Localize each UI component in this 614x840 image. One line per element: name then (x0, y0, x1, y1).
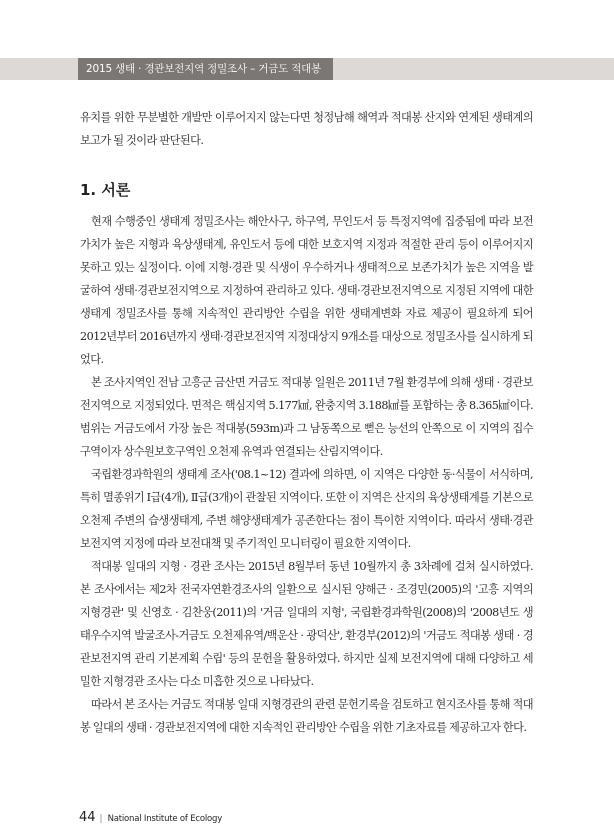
page-number: 44 (79, 810, 96, 825)
body-paragraph-4: 적대봉 일대의 지형 · 경관 조사는 2015년 8월부터 동년 10월까지 총 3차례에 걸쳐 실시하였다. 본 조사에서는 제2차 전국자연환경조사의 일환으로 실시된 양해근 · 조경민(2005)의 '고흥 지역의 지형경관' 및 신영호 · 김찬웅(2011)의 '거금 일대의 지형', 국립환경과학원(2008)의 '2008년도 생태우수지역 발굴조사-거금도 오천제유역/백운산 · 광덕산', 환경부(2012)의 '거금도 적대봉 생태 · 경관보전지역 관리 기본계획 수립' 등의 문헌을 활용하였다. 하지만 실제 보전지역에 대해 다양하고 세밀한 지형경관 조사는 다소 미흡한 것으로 나타났다. (80, 560, 533, 688)
intro-paragraph: 유치를 위한 무분별한 개발만 이루어지지 않는다면 청정남해 해역과 적대봉 산지와 연계된 생태계의 보고가 될 것이라 판단된다. (80, 111, 533, 147)
page-footer (79, 806, 222, 825)
section-title: 1. 서론 (80, 181, 131, 199)
footer-separator: | (99, 814, 103, 824)
page-content (80, 106, 533, 739)
body-paragraph-1: 현재 수행중인 생태계 정밀조사는 해안사구, 하구역, 무인도서 등 특정지역에 집중됨에 따라 보전가치가 높은 지형과 육상생태계, 유인도서 등에 대한 보호지역 지정과 적절한 관리 등이 이루어지지 못하고 있는 실정이다. 이에 지형·경관 및 식생이 우수하거나 생태적으로 보존가치가 높은 지역을 발굴하여 생태·경관보전지역으로 지정하여 관리하고 있다. 생태·경관보전지역으로 지정된 지역에 대한 생태계 정밀조사를 통해 지속적인 관리방안 수립을 위한 생태계변화 자료 제공이 필요하게 되어 2012년부터 2016년까지 생태·경관보전지역 지정대상지 9개소를 대상으로 정밀조사를 실시하게 되었다. (80, 215, 533, 366)
running-header: 2015 생태 · 경관보전지역 정밀조사 – 거금도 적대봉 (78, 58, 333, 80)
body-paragraph-3: 국립환경과학원의 생태계 조사('08.1~12) 결과에 의하면, 이 지역은 다양한 동·식물이 서식하며, 특히 멸종위기 Ⅰ급(4개), Ⅱ급(3개)이 관찰된 지역이다. 또한 이 지역은 산지의 육상생태계를 기본으로 오천제 주변의 습생생태계, 주변 해양생태계가 공존한다는 점이 특이한 지역이다. 따라서 생태·경관보전지역 지정에 따라 보전대책 및 주기적인 모니터링이 필요한 지역이다. (80, 468, 533, 550)
body-paragraph-5: 따라서 본 조사는 거금도 적대봉 일대 지형경관의 관련 문헌기록을 검토하고 현지조사를 통해 적대봉 일대의 생태 · 경관보전지역에 대한 지속적인 관리방안 수립을 위한 기초자료를 제공하고자 한다. (80, 698, 533, 734)
body-paragraph-2: 본 조사지역인 전남 고흥군 금산면 거금도 적대봉 일원은 2011년 7월 환경부에 의해 생태 · 경관보전지역으로 지정되었다. 면적은 핵심지역 5.177㎢, 완충지역 3.188㎢를 포함하는 총 8.365㎢이다. 범위는 거금도에서 가장 높은 적대봉(593m)과 그 남동쪽으로 뻗은 능선의 안쪽으로 이 지역의 집수구역이자 상수원보호구역인 오천제 유역과 연결되는 산림지역이다. (80, 376, 533, 458)
footer-organization: National Institute of Ecology (107, 814, 223, 824)
